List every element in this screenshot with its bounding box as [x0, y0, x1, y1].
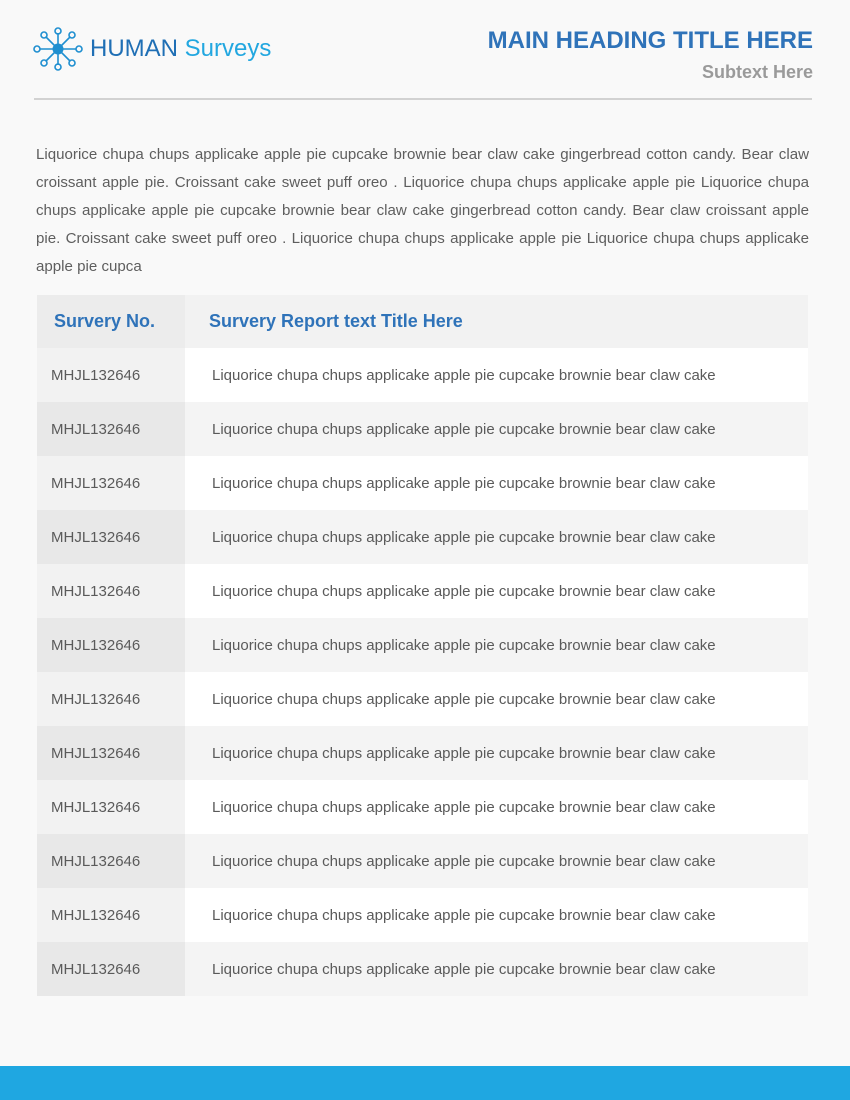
table-row: [37, 942, 808, 996]
table-row: [37, 672, 808, 726]
report-text-cell: Liquorice chupa chups applicake apple pie cupcake brownie bear claw cake: [185, 726, 808, 780]
survey-table: [37, 295, 808, 996]
page-title: MAIN HEADING TITLE HERE: [487, 27, 813, 54]
brand-name: [90, 37, 271, 61]
network-molecule-icon: [32, 26, 84, 72]
table-row: [37, 618, 808, 672]
report-text-cell: Liquorice chupa chups applicake apple pie cupcake brownie bear claw cake: [185, 348, 808, 402]
survey-number-cell: MHJL132646: [37, 456, 185, 510]
intro-paragraph: Liquorice chupa chups applicake apple pie cupcake brownie bear claw cake gingerbread cotton candy. Bear claw croissant apple pie. Croissant cake sweet puff oreo . Liquorice chupa chups applicake apple pie Liquorice chupa chups applicake apple pie cupcake brownie bear claw cake gingerbread cotton candy. Bear claw croissant apple pie. Croissant cake sweet puff oreo . Liquorice chupa chups applicake apple pie Liquorice chupa chups applicake apple pie cupca: [36, 146, 809, 276]
brand-name-secondary: Surveys: [184, 35, 272, 62]
report-text-cell: Liquorice chupa chups applicake apple pie cupcake brownie bear claw cake: [185, 618, 808, 672]
report-text-cell: Liquorice chupa chups applicake apple pie cupcake brownie bear claw cake: [185, 456, 808, 510]
survey-number-cell: MHJL132646: [37, 726, 185, 780]
table-row: [37, 780, 808, 834]
page-subtitle: Subtext Here: [701, 62, 813, 82]
report-text-cell: Liquorice chupa chups applicake apple pie cupcake brownie bear claw cake: [185, 564, 808, 618]
table-row: [37, 564, 808, 618]
survey-number-cell: MHJL132646: [37, 672, 185, 726]
table-row: [37, 834, 808, 888]
survey-number-cell: MHJL132646: [37, 888, 185, 942]
table-body: [37, 348, 808, 996]
column-header-survey-no: Survery No.: [37, 295, 185, 348]
survey-number-cell: MHJL132646: [37, 834, 185, 888]
table-row: [37, 888, 808, 942]
survey-number-cell: MHJL132646: [37, 942, 185, 996]
table-row: [37, 402, 808, 456]
survey-number-cell: MHJL132646: [37, 780, 185, 834]
report-text-cell: Liquorice chupa chups applicake apple pie cupcake brownie bear claw cake: [185, 402, 808, 456]
survey-number-cell: MHJL132646: [37, 618, 185, 672]
heading-block: [488, 26, 813, 86]
table-row: [37, 348, 808, 402]
survey-number-cell: MHJL132646: [37, 564, 185, 618]
footer-bar: [0, 1066, 850, 1100]
survey-number-cell: MHJL132646: [37, 510, 185, 564]
survey-number-cell: MHJL132646: [37, 348, 185, 402]
report-text-cell: Liquorice chupa chups applicake apple pie cupcake brownie bear claw cake: [185, 510, 808, 564]
report-text-cell: Liquorice chupa chups applicake apple pie cupcake brownie bear claw cake: [185, 834, 808, 888]
report-text-cell: Liquorice chupa chups applicake apple pie cupcake brownie bear claw cake: [185, 888, 808, 942]
survey-number-cell: MHJL132646: [37, 402, 185, 456]
report-text-cell: Liquorice chupa chups applicake apple pie cupcake brownie bear claw cake: [185, 780, 808, 834]
report-text-cell: Liquorice chupa chups applicake apple pie cupcake brownie bear claw cake: [185, 672, 808, 726]
table-row: [37, 456, 808, 510]
header-divider: [34, 98, 812, 100]
table-row: [37, 726, 808, 780]
report-text-cell: Liquorice chupa chups applicake apple pie cupcake brownie bear claw cake: [185, 942, 808, 996]
brand-logo: [32, 26, 271, 72]
brand-name-primary: HUMAN: [90, 35, 178, 62]
column-header-report-title: Survery Report text Title Here: [185, 295, 808, 348]
page-header: [0, 0, 850, 100]
table-row: [37, 510, 808, 564]
table-header: [37, 295, 808, 348]
